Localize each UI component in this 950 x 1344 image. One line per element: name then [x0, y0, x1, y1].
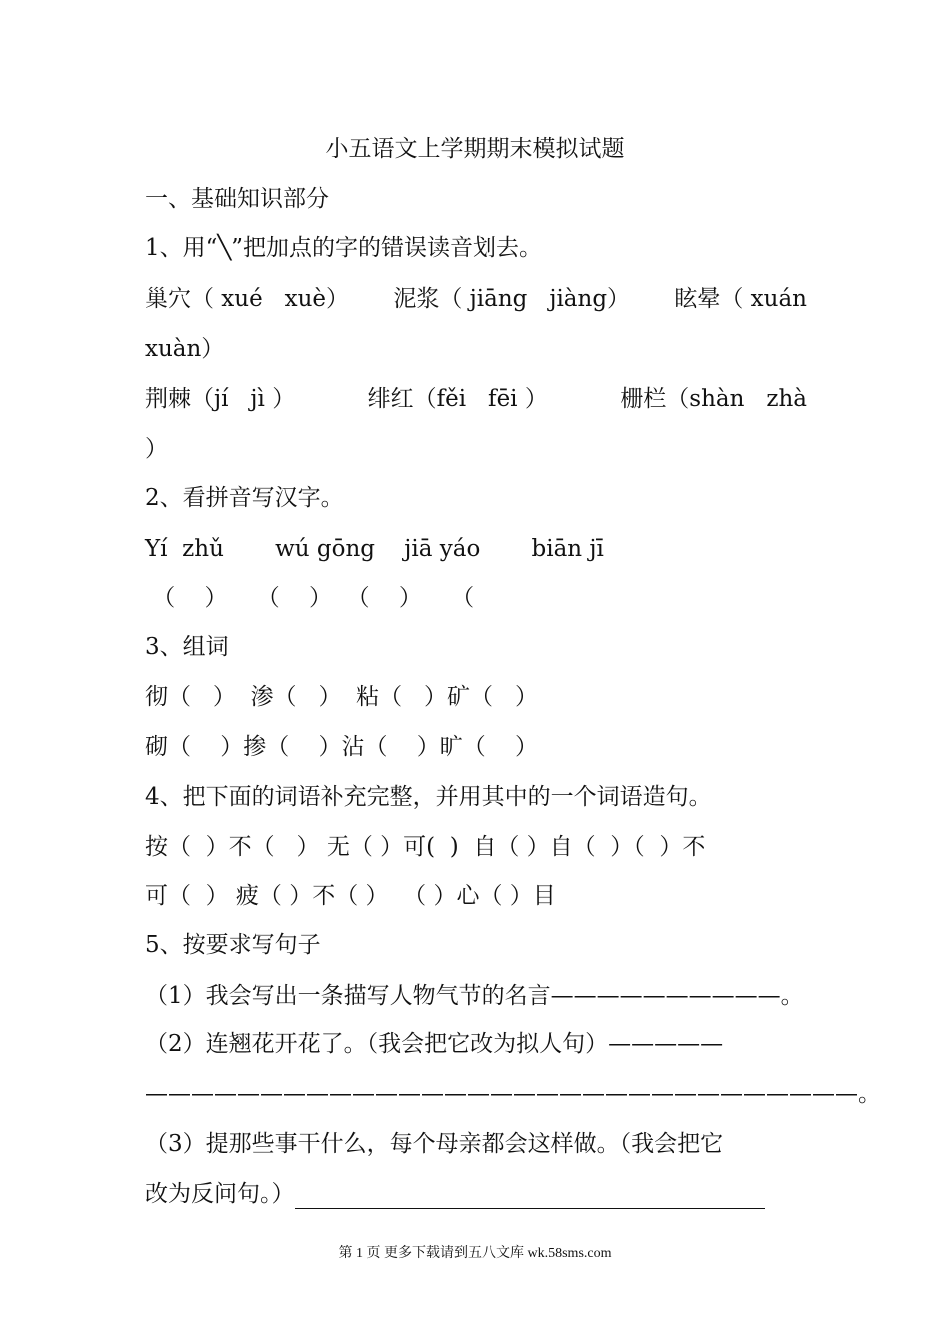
q1-line4: ）	[145, 436, 168, 462]
page-title: 小五语文上学期期末模拟试题	[325, 136, 625, 162]
q1-item-zhalan: 栅栏（shàn zhà	[620, 386, 807, 412]
q1-prompt: 1、用“╲”把加点的字的错误读音划去。	[145, 235, 542, 261]
q4-row1: 按（ ）不（ ） 无（ ）可( ) 自（ ）自（ ）（ ）不	[145, 834, 706, 860]
q3-prompt: 3、组词	[145, 634, 229, 660]
q1-item-jingji: 荆棘（jí jì ）	[145, 386, 296, 412]
q5-item2-answer-line: ———————————————————————————————。	[145, 1081, 881, 1107]
page-footer: 第 1 页 更多下载请到五八文库 wk.58sms.com	[338, 1246, 612, 1261]
q5-item3: （3）提那些事干什么，每个母亲都会这样做。（我会把它	[145, 1131, 724, 1157]
q5-item1: （1）我会写出一条描写人物气节的名言——————————。	[145, 983, 804, 1009]
q4-row2: 可（ ） 疲（ ）不（ ） （ ）心（ ）目	[145, 883, 556, 909]
q2-prompt: 2、看拼音写汉字。	[145, 485, 344, 511]
q5-item3-text: 改为反问句。）	[145, 1181, 295, 1207]
q2-pinyin: Yí zhǔ wú gōng jiā yáo biān jī	[145, 536, 604, 562]
answer-underline	[295, 1182, 765, 1209]
q1-item-feihong: 绯红（fěi fēi ）	[367, 386, 548, 412]
q1-item-nijiang: 泥浆（ jiāng jiàng）	[393, 286, 631, 312]
q1-item-chaoxue: 巢穴（ xué xuè）	[145, 286, 350, 312]
q1-line3	[145, 384, 807, 414]
q3-row2: 砌（ ）掺（ ）沾（ ）旷（ ）	[145, 734, 538, 760]
q1-line1	[145, 284, 807, 314]
q1-item-xuanyun: 眩晕（ xuán	[674, 286, 807, 312]
section-heading: 一、基础知识部分	[145, 186, 329, 212]
q5-item2: （2）连翘花开花了。（我会把它改为拟人句）—————	[145, 1031, 724, 1057]
q5-prompt: 5、按要求写句子	[145, 932, 321, 958]
q5-item3-cont	[145, 1179, 765, 1209]
q1-line2: xuàn）	[145, 336, 225, 362]
q3-row1: 彻（ ） 渗（ ） 粘（ ）矿（ ）	[145, 684, 538, 710]
q4-prompt: 4、把下面的词语补充完整，并用其中的一个词语造句。	[145, 784, 712, 810]
q2-blanks: （ ） （ ） （ ） （	[145, 585, 475, 611]
